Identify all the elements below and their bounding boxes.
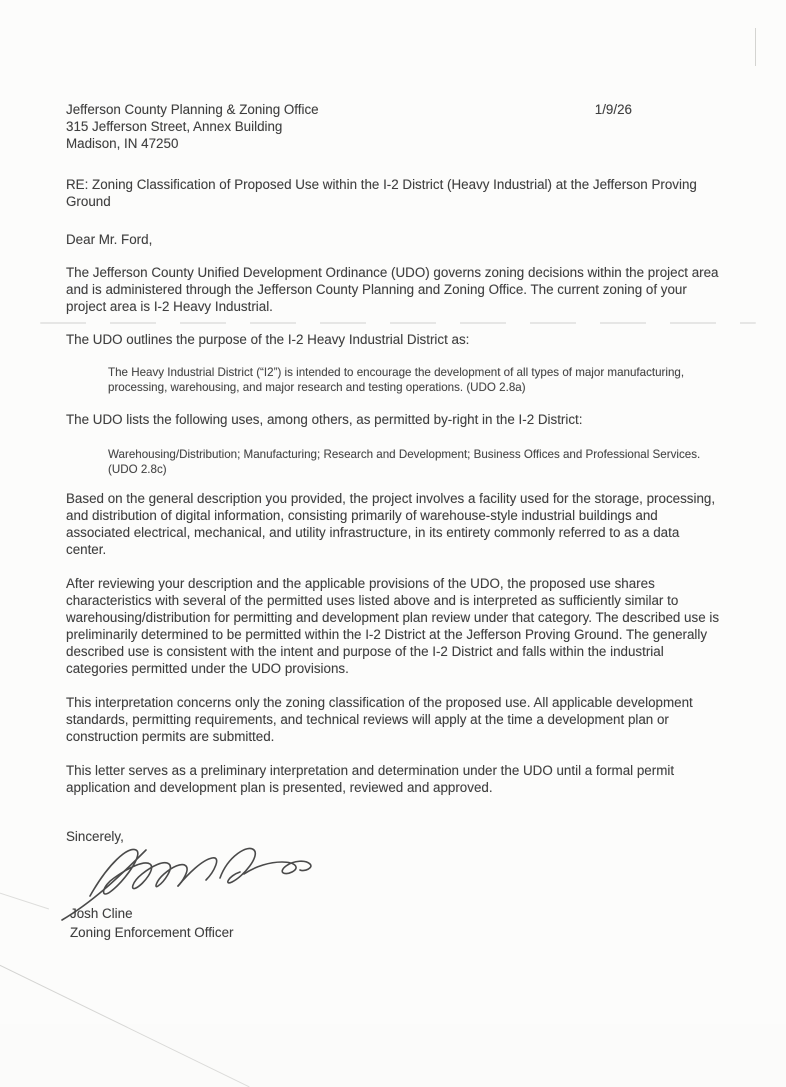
signer-name: Josh Cline [70, 906, 133, 921]
scan-artifact-vertical-line [755, 28, 756, 66]
letter-paragraph-5: After reviewing your description and the applicable provisions of the UDO, the proposed use shares characteristics with several of the permitted uses listed above and is interpreted as sufficiently similar to warehousing/distribution for permitting and development plan review under that category. The described use is preliminarily determined to be permitted within the I-2 District at the Jefferson Proving Ground. The generally described use is consistent with the intent and purpose of the I-2 District and falls within the industrial categories permitted under the UDO provisions. [66, 576, 720, 676]
scan-fold-crease-small [0, 890, 49, 909]
letter-header [66, 101, 724, 118]
letter-paragraph-7: This letter serves as a preliminary interpretation and determination under the UDO until a formal permit application and development plan is presented, reviewed and approved. [66, 763, 675, 795]
closing-word: Sincerely, [66, 829, 124, 844]
signature-block [66, 828, 724, 958]
subject-line: RE: Zoning Classification of Proposed Use within the I-2 District (Heavy Industrial) at the Jefferson Proving Ground [66, 177, 697, 209]
letter-paragraph-3: The UDO lists the following uses, among others, as permitted by-right in the I-2 District: [66, 412, 583, 427]
letter-body [66, 101, 724, 958]
udo-quote-permitted-uses: Warehousing/Distribution; Manufacturing; Research and Development; Business Offices and Professional Services. (UDO 2.8c) [108, 448, 701, 476]
sender-city-line: Madison, IN 47250 [66, 136, 179, 151]
sender-address-line: 315 Jefferson Street, Annex Building [66, 119, 283, 134]
letter-paragraph-6: This interpretation concerns only the zoning classification of the proposed use. All applicable development standards, permitting requirements, and technical reviews will apply at the time a development plan or construction permits are submitted. [66, 695, 693, 744]
signer-title: Zoning Enforcement Officer [70, 925, 234, 940]
udo-quote-purpose: The Heavy Industrial District (“I2”) is intended to encourage the development of all types of major manufacturing, processing, warehousing, and major research and testing operations. (UDO 2.8a) [108, 366, 685, 394]
letter-date: 1/9/26 [594, 102, 632, 117]
letter-paragraph-2: The UDO outlines the purpose of the I-2 Heavy Industrial District as: [66, 332, 470, 347]
letter-paragraph-1: The Jefferson County Unified Development Ordinance (UDO) governs zoning decisions within the project area and is administered through the Jefferson County Planning and Zoning Office. The current zoning of your project area is I-2 Heavy Industrial. [66, 265, 719, 314]
scan-fold-crease [0, 955, 250, 1087]
sender-name: Jefferson County Planning & Zoning Office [66, 102, 319, 117]
salutation: Dear Mr. Ford, [66, 232, 153, 247]
letter-paragraph-4: Based on the general description you provided, the project involves a facility used for the storage, processing, and distribution of digital information, consisting primarily of warehouse-style industrial buildings and associated electrical, mechanical, and utility infrastructure, in its entirety commonly referred to as a data center. [66, 491, 716, 557]
